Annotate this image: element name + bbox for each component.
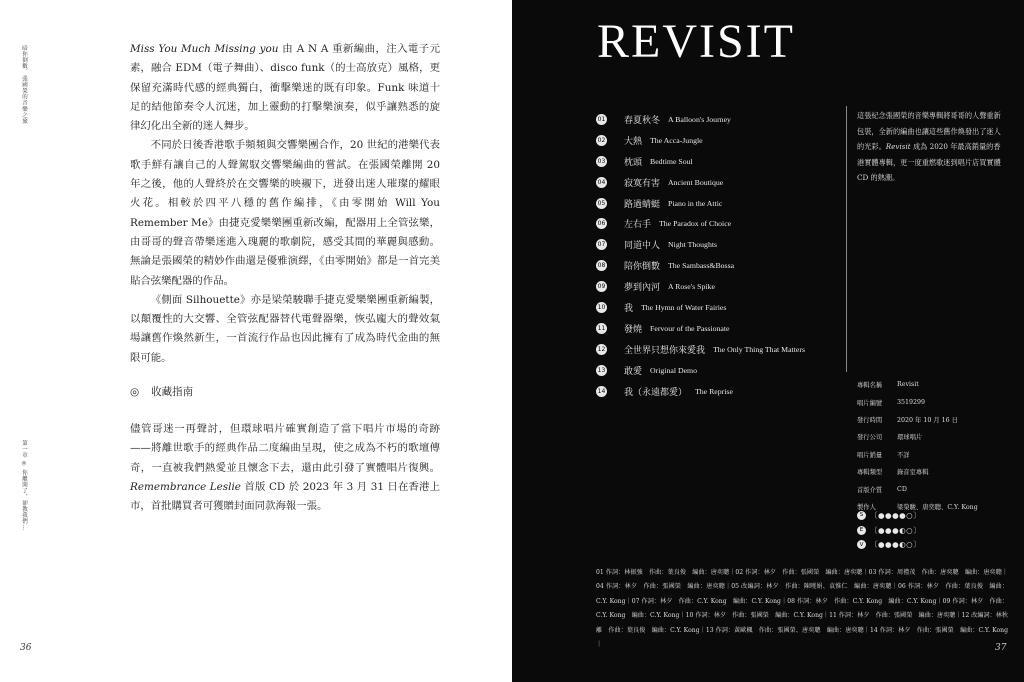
info-value: 環球唱片 <box>897 434 923 442</box>
blurb-text-a: 這張紀念張國榮的音樂專輯將哥哥的人聲重新包裝，全新的編曲也讓這些舊作煥發出了迷人的光彩。 <box>857 111 1001 151</box>
track-number-badge: 07 <box>597 241 606 249</box>
paragraph-4-text-a: 儘管哥迷一再聲討，但環球唱片確實創造了當下唱片市場的奇跡——將離世歌手的經典作品二度編曲呈現，使之成為不朽的歌壇傳奇，一直被我們熱愛並且懷念下去，還由此引發了實體唱片復興。 <box>130 423 440 474</box>
blurb-italic: Revisit <box>885 142 911 151</box>
section-title: 收藏指南 <box>151 386 194 398</box>
rating-badge: V <box>857 540 866 549</box>
track-title-zh: 枕頭 <box>624 157 643 168</box>
ratings <box>857 508 921 552</box>
tracklist <box>596 109 836 401</box>
track-number-badge: 14 <box>597 387 606 395</box>
running-head-top: 暗你倒數．張國榮的音樂之旅 <box>21 45 27 125</box>
info-value: 2020 年 10 月 16 日 <box>897 416 958 424</box>
track-title-en: Night Thoughts <box>668 240 718 250</box>
album-info <box>857 376 1017 515</box>
track-title-en: The Hymn of Water Fairies <box>641 302 727 312</box>
track-title-zh: 左右手 <box>624 220 652 231</box>
track-title-zh: 路過蜻蜓 <box>624 199 661 210</box>
track-title-en: Original Demo <box>650 365 698 375</box>
track-title-zh: 全世界只想你來愛我 <box>624 345 706 356</box>
info-row <box>857 480 1017 497</box>
album-title: REVISIT <box>597 15 795 68</box>
right-page <box>512 0 1024 682</box>
track-number-badge: 03 <box>597 157 606 165</box>
rating-stars: 〔●●●●○〕 <box>870 510 922 520</box>
credits: 01 作詞：林振強 作曲：葉良俊 編曲：唐奕聰｜02 作詞：林夕 作曲：張國榮 編曲：唐奕聰｜03 作詞：周禮茂 作曲：唐奕聰 編曲：唐奕聰｜04 作詞：林夕 作曲：張國榮 編曲：唐奕聰｜05 改編詞：林夕 作曲：陳曉娟、袁惟仁 編曲：唐奕聰｜06 作詞：林夕 作曲：葉良俊 編曲：C.Y. Kong｜07 作詞：林夕 作曲：C.Y. Kong 編曲：C.Y. Kong｜08 作詞：林夕 作曲：C.Y. Kong 編曲：C.Y. Kong｜09 作詞：林夕 作曲：C.Y. Kong 編曲：C.Y. Kong｜10 作詞：林夕 作曲：張國榮 編曲：C.Y. Kong｜11 作詞：林夕 作曲：張國榮 編曲：唐奕聰｜12 改編詞：林秋離 作曲：葉良俊 編曲：C.Y. Kong｜13 作詞：黃歐楓 作曲：張國榮、唐奕聰 編曲：唐奕聰｜14 作詞：林夕 作曲：張國榮 編曲：C.Y. Kong｜ <box>596 569 1008 649</box>
track-row <box>596 213 836 234</box>
track-title-en: Ancient Boutique <box>668 177 724 187</box>
track-row <box>596 360 836 381</box>
track-row <box>596 381 836 402</box>
track-title-zh: 陪你倒數 <box>624 262 661 273</box>
info-key: 專輯名稱 <box>857 382 883 390</box>
section-heading <box>130 384 193 399</box>
track-title-en: The Sambass&Bossa <box>668 261 735 271</box>
info-value: Revisit <box>897 381 919 389</box>
track-title-zh: 大熱 <box>624 136 643 147</box>
track-number-badge: 06 <box>597 220 606 228</box>
track-title-en: Fervour of the Passionate <box>650 323 730 333</box>
info-value: 3519299 <box>897 398 926 406</box>
track-number-badge: 02 <box>597 136 606 144</box>
info-key: 發行時間 <box>857 416 883 424</box>
paragraph-4 <box>130 420 440 516</box>
info-row <box>857 393 1017 410</box>
track-row <box>596 339 836 360</box>
track-title-en: A Rose's Spike <box>668 282 715 292</box>
info-row <box>857 446 1017 463</box>
album-blurb <box>857 108 1007 186</box>
paragraph-1 <box>130 40 440 136</box>
info-key: 首版介質 <box>857 486 883 494</box>
paragraph-4-text-b: 首版 CD 於 2023 年 3 月 31 日在香港上市，首批購買者可獲贈封面同款海報一張。 <box>130 480 440 513</box>
info-key: 專輯類型 <box>857 469 883 477</box>
info-value: 不詳 <box>897 451 910 459</box>
info-key: 唱片編號 <box>857 399 883 407</box>
info-key: 製作人 <box>857 503 876 511</box>
track-row <box>596 318 836 339</box>
rating-row <box>857 523 921 538</box>
track-row <box>596 109 836 130</box>
track-title-zh: 寂寞有害 <box>624 178 661 189</box>
body-text-block-2 <box>130 420 440 516</box>
info-value: 錄音室專輯 <box>897 469 929 477</box>
rating-row <box>857 508 921 523</box>
paragraph-1-italic: Miss You Much Missing you <box>130 43 279 55</box>
track-row <box>596 276 836 297</box>
page-number-left: 36 <box>20 643 32 653</box>
running-head-bottom: 第一章 ◎ 你離開了，卻教我們… <box>21 440 27 531</box>
track-number-badge: 11 <box>597 324 606 332</box>
track-title-en: The Paradox of Choice <box>659 219 732 229</box>
rating-stars: 〔●●●◐○〕 <box>870 525 922 535</box>
track-title-zh: 我（永遠都愛） <box>624 387 688 398</box>
track-number-badge: 08 <box>597 262 606 270</box>
track-title-zh: 敢愛 <box>624 366 643 377</box>
track-number-badge: 12 <box>597 345 606 353</box>
track-number-badge: 13 <box>597 366 606 374</box>
info-row <box>857 411 1017 428</box>
rating-badge: S <box>857 511 866 520</box>
track-row <box>596 130 836 151</box>
info-row <box>857 376 1017 393</box>
info-value: CD <box>897 485 907 493</box>
paragraph-1-text: 由 A N A 重新編曲，注入電子元素，融合 EDM（電子舞曲）、disco funk（的士高放克）風格，更保留充滿時代感的經典獨白，衝擊樂迷的既有印象。Funk 味道十足的結他節奏令人沉迷，加上靈動的打擊樂演奏，似乎讓熟悉的旋律幻化出全新的迷人舞步。 <box>130 43 440 133</box>
track-title-en: A Balloon's Journey <box>668 114 731 124</box>
track-row <box>596 193 836 214</box>
track-title-en: Piano in the Attic <box>668 198 723 208</box>
track-number-badge: 04 <box>597 178 606 186</box>
track-number-badge: 09 <box>597 283 606 291</box>
section-bullet-icon: ◎ <box>130 386 140 398</box>
track-number-badge: 01 <box>597 115 606 123</box>
blurb-text-b: 成為 2020 年最高銷量的香港實體專輯，更一度重燃歌迷到唱片店買實體 CD 的熱潮。 <box>857 142 1001 182</box>
rating-row <box>857 537 921 552</box>
page-number-right: 37 <box>995 643 1007 653</box>
info-key: 唱片銷量 <box>857 451 883 459</box>
track-number-badge: 05 <box>597 199 606 207</box>
info-key: 發行公司 <box>857 434 883 442</box>
track-title-en: The Only Thing That Matters <box>713 344 805 354</box>
info-value: 梁榮駿、唐奕聰、C.Y. Kong <box>897 503 978 511</box>
track-title-zh: 春夏秋冬 <box>624 115 661 126</box>
track-title-zh: 發燒 <box>624 324 643 335</box>
divider-line <box>846 106 847 372</box>
paragraph-4-italic: Remembrance Leslie <box>130 480 241 493</box>
track-row <box>596 234 836 255</box>
track-title-zh: 夢到內河 <box>624 283 661 294</box>
track-title-zh: 同道中人 <box>624 241 661 252</box>
rating-stars: 〔●●●◐○〕 <box>870 540 922 550</box>
info-row <box>857 428 1017 445</box>
track-title-en: Bedtime Soul <box>650 156 693 166</box>
paragraph-3: 《側面 Silhouette》亦是梁榮駿聯手捷克愛樂樂團重新編製，以顛覆性的大交響、全管弦配器替代電聲器樂，恢弘龐大的聲效氣場讓舊作煥然新生，一首流行作品也因此擁有了成為時代金曲的無限可能。 <box>130 293 440 364</box>
rating-badge: E <box>857 526 866 535</box>
track-number-badge: 10 <box>597 303 606 311</box>
track-row <box>596 255 836 276</box>
track-title-en: The Reprise <box>695 386 733 396</box>
track-row <box>596 151 836 172</box>
body-text-block-1 <box>130 40 440 368</box>
track-row <box>596 172 836 193</box>
info-row <box>857 463 1017 480</box>
track-row <box>596 297 836 318</box>
track-title-en: The Acca-Jungle <box>650 135 703 145</box>
paragraph-2: 不同於日後香港歌手頻頻與交響樂團合作，20 世紀的港樂代表歌手鮮有讓自己的人聲駕馭交響樂編曲的嘗試。在張國榮離開 20 年之後，他的人聲終於在交響樂的映襯下，迸發出迷人璀璨的耀眼火花。相較於四平八穩的舊作編排，《由零開始 Will You Remember Me》由捷克愛樂樂團重新改編，配器用上全管弦樂，由哥哥的聲音帶樂迷進入瑰麗的歌劇院，感受其間的華麗與感動。無論是張國榮的精妙作曲還是優雅演繹，《由零開始》都是一首完美貼合弦樂配器的作品。 <box>130 139 440 287</box>
track-title-zh: 我 <box>624 303 634 314</box>
